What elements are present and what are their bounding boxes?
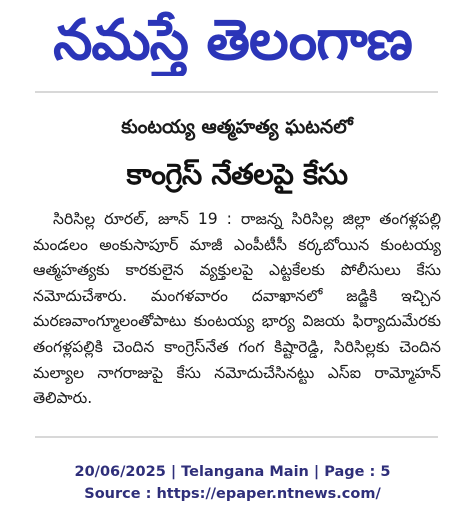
publication-info: 20/06/2025 | Telangana Main | Page : 5 [74,464,391,480]
top-divider [35,91,438,93]
newspaper-masthead [0,0,465,90]
source-link[interactable]: Source : https://epaper.ntnews.com/ [84,486,381,502]
bottom-divider [35,436,438,438]
newspaper-logo: నమస్తే తెలంగాణ [53,8,412,73]
article-headline: కాంగ్రెస్ నేతలపై కేసు [126,157,348,191]
article-clipping [33,116,441,412]
clipping-footer [0,461,465,505]
article-kicker: కుంటయ్య ఆత్మహత్య ఘటనలో [121,116,353,138]
article-body: సిరిసిల్ల రూరల్, జూన్ 19 : రాజన్న సిరిసిల్ల జిల్లా తంగళ్లపల్లి మండలం అంకుసాపూర్ మాజీ ఎంపీటీసీ కర్కబోయిన కుంటయ్య ఆత్మహత్యకు కారకులైన వ్యక్తులపై ఎట్టకేలకు పోలీసులు కేసు నమోదుచేశారు. మంగళవారం దవాఖానలో జడ్జికి ఇచ్చిన మరణవాంగ్మూలంతోపాటు కుంటయ్య భార్య విజయ ఫిర్యాదుమేరకు తంగళ్లపల్లికి చెందిన కాంగ్రెస్‌నేత గంగ కిష్టారెడ్డి, సిరిసిల్లకు చెందిన మల్యాల నాగరాజుపై కేసు నమోదుచేసినట్టు ఎస్ఐ రామ్మోహన్ తెలిపారు. [33,210,441,408]
